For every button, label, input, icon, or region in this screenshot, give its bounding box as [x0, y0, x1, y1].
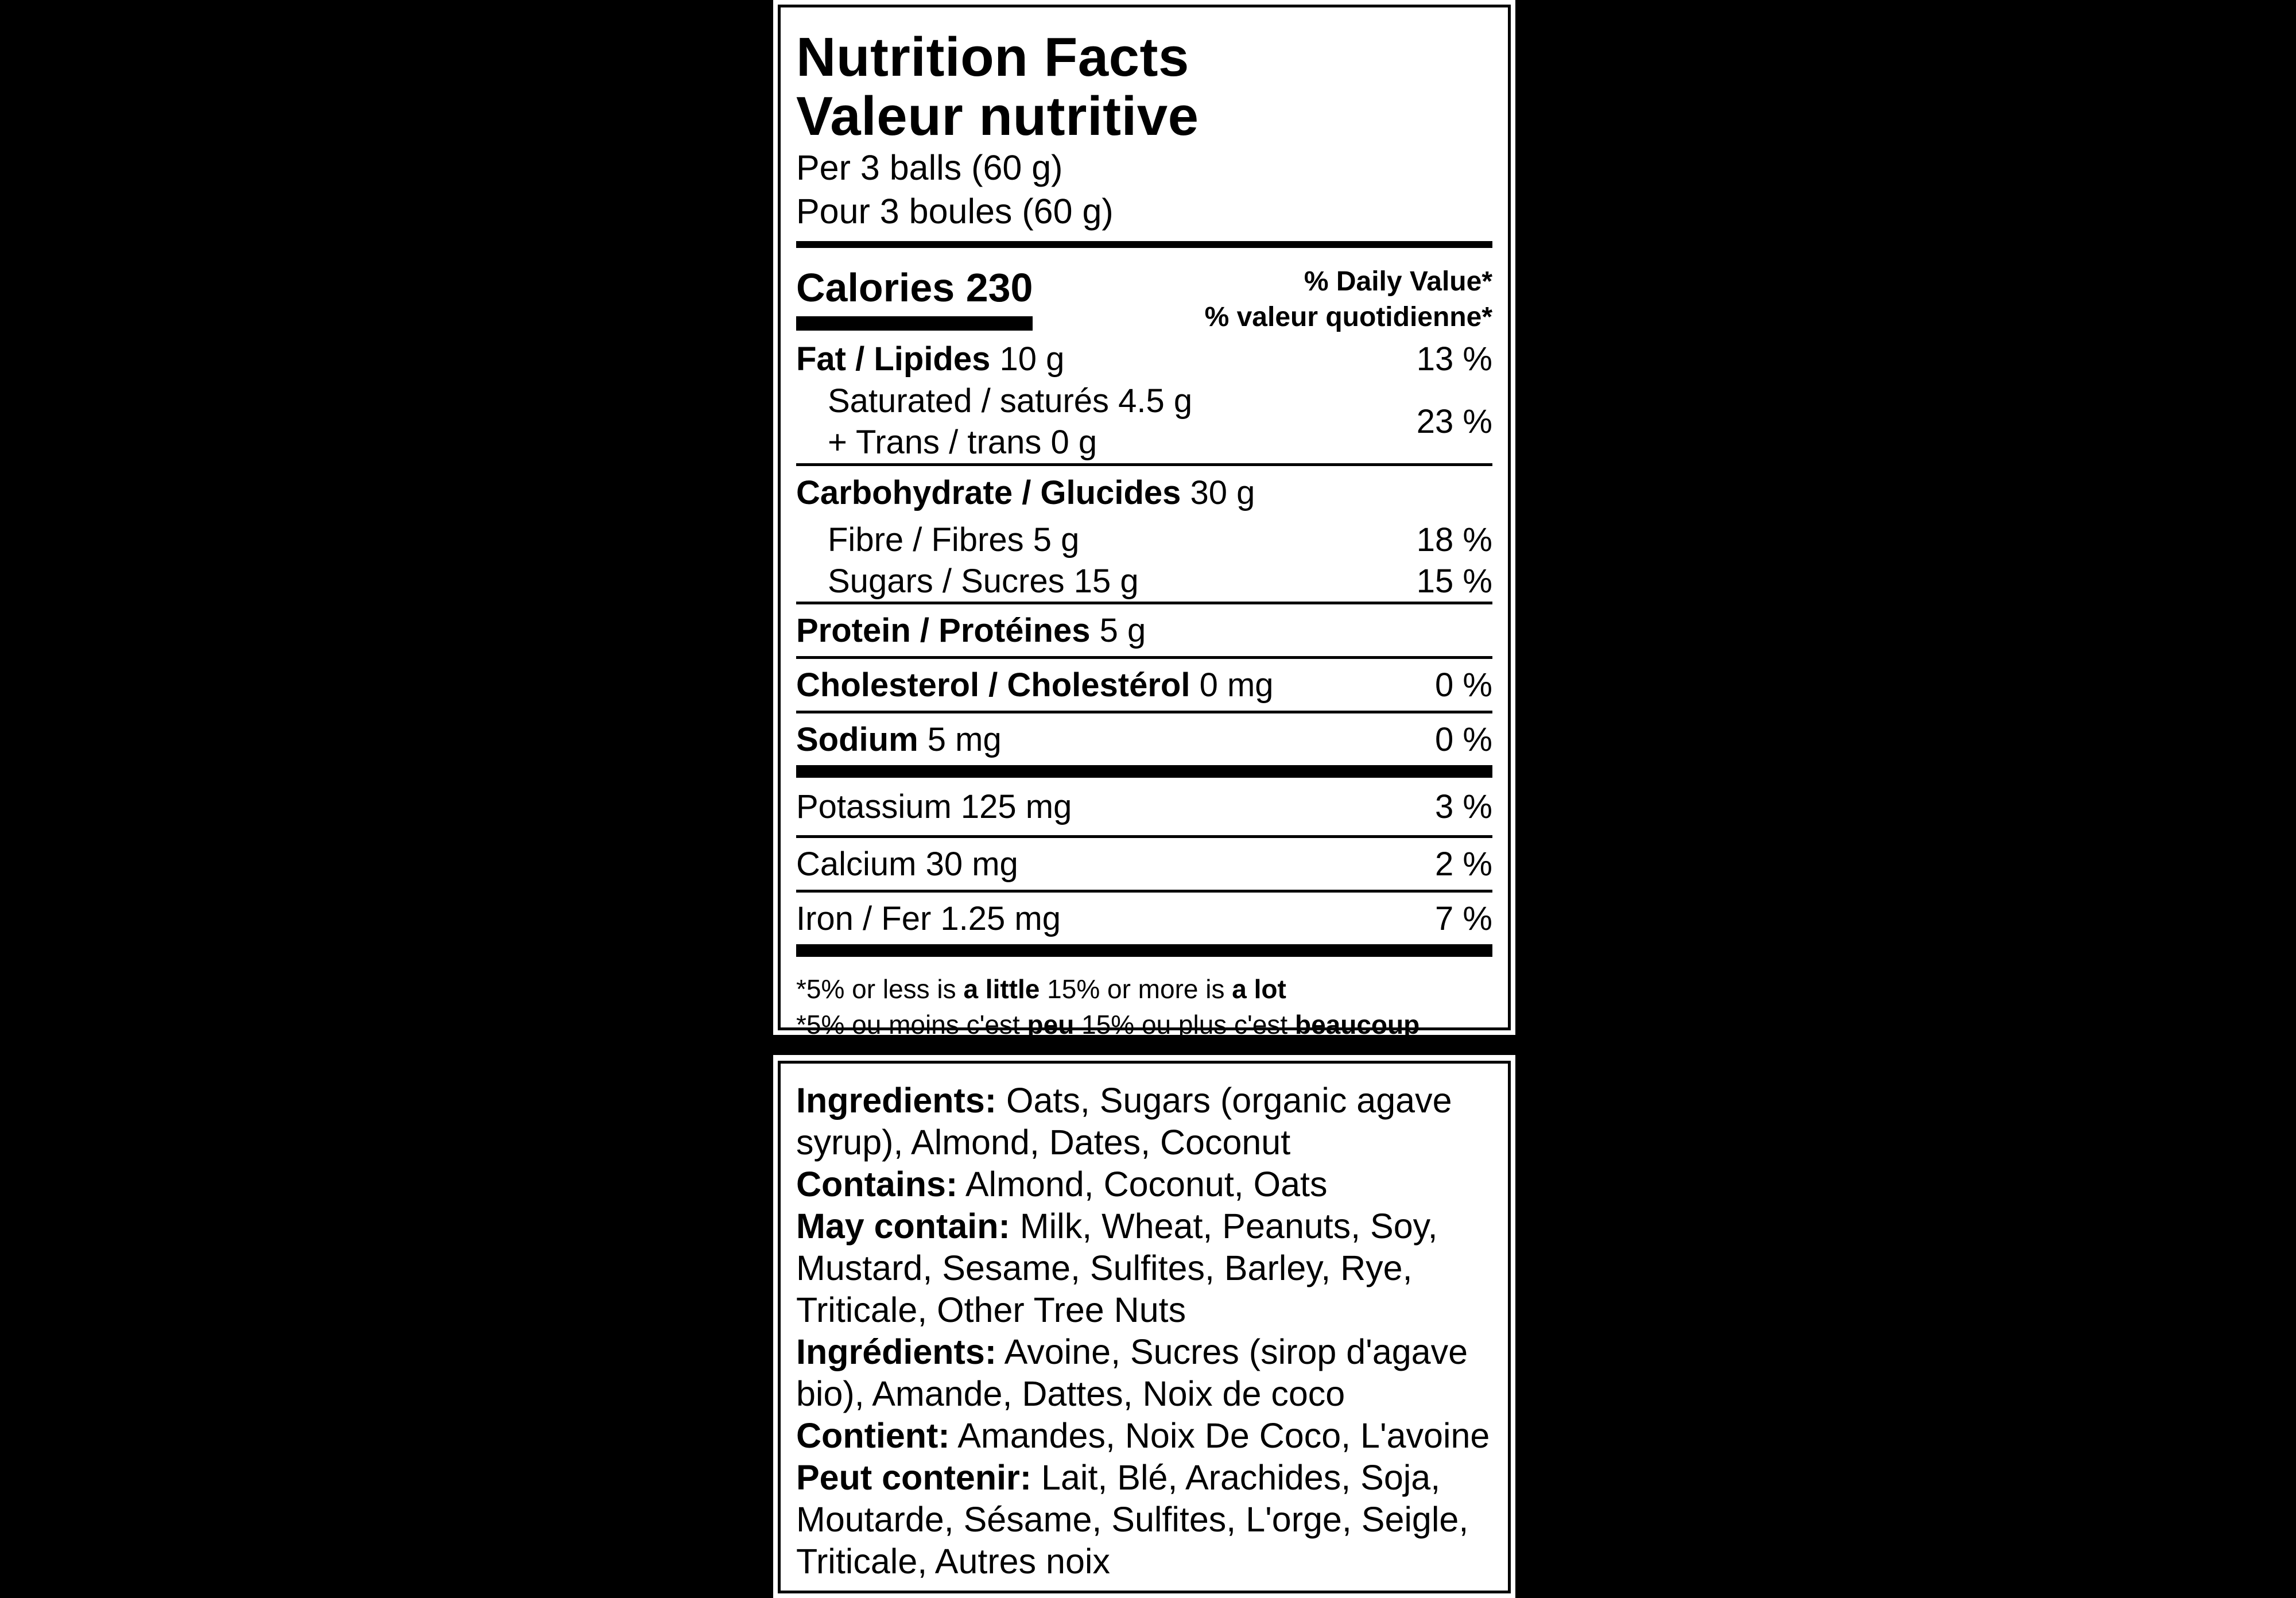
- title-french: Valeur nutritive: [796, 86, 1199, 147]
- rule-top: [796, 241, 1492, 248]
- saturated-text: Saturated / saturés 4.5 g: [828, 382, 1193, 420]
- cholesterol-name: Cholesterol / Cholestérol: [796, 666, 1190, 704]
- title-english: Nutrition Facts: [796, 26, 1189, 88]
- fat-row: [796, 338, 1492, 380]
- ingredient-key: Peut contenir:: [796, 1458, 1032, 1497]
- footnote-text: 15% ou plus c'est: [1074, 1010, 1295, 1040]
- ingredient-key: Contient:: [796, 1416, 950, 1455]
- calories-row: [796, 262, 1492, 338]
- daily-value-english: % Daily Value*: [1304, 266, 1492, 297]
- calcium-percent: 2 %: [1435, 845, 1492, 883]
- sugars-percent: 15 %: [1416, 562, 1492, 600]
- sodium-percent: 0 %: [1435, 720, 1492, 758]
- sat-trans-row: [796, 380, 1492, 463]
- sat-trans-percent: 23 %: [1416, 403, 1492, 440]
- ingredient-text: Avoine, Sucres (sirop d'agave bio), Amande, Dattes, Noix de coco: [796, 1332, 1468, 1413]
- fibre-text: Fibre / Fibres 5 g: [828, 521, 1080, 558]
- cholesterol-percent: 0 %: [1435, 666, 1492, 704]
- ingredients-content: [796, 1080, 1492, 1591]
- sodium-name: Sodium: [796, 720, 918, 758]
- fat-amount: 10 g: [990, 340, 1065, 378]
- trans-text: + Trans / trans 0 g: [828, 423, 1097, 461]
- ingredients-en: [796, 1080, 1492, 1163]
- calories-label: Calories 230: [796, 265, 1033, 310]
- ingredients-panel: [773, 1055, 1515, 1598]
- footnote-english: [796, 971, 1492, 1007]
- footnote-french: [796, 1007, 1492, 1042]
- ingredient-key: Contains:: [796, 1165, 958, 1204]
- sodium-row: [796, 713, 1492, 765]
- ingredients-fr: [796, 1331, 1492, 1415]
- footnote-bold: beaucoup: [1294, 1010, 1420, 1040]
- contains-en: [796, 1163, 1492, 1205]
- ingredient-text: Amandes, Noix De Coco, L'avoine: [949, 1416, 1490, 1455]
- carb-amount: 30 g: [1181, 474, 1255, 511]
- footnote-text: *5% or less is: [796, 974, 964, 1004]
- calories-block: [796, 262, 1033, 331]
- serving-size-french: Pour 3 boules (60 g): [796, 192, 1114, 231]
- sodium-amount: 5 mg: [918, 720, 1002, 758]
- ingredient-key: Ingrédients:: [796, 1332, 997, 1371]
- protein-row: [796, 604, 1492, 656]
- protein-amount: 5 g: [1090, 611, 1146, 649]
- footnote-bold: a little: [963, 974, 1040, 1004]
- ingredients-border: [778, 1061, 1511, 1593]
- ingredient-text: Almond, Coconut, Oats: [957, 1165, 1328, 1204]
- fat-name: Fat / Lipides: [796, 340, 991, 378]
- fibre-percent: 18 %: [1416, 521, 1492, 558]
- iron-percent: 7 %: [1435, 899, 1492, 937]
- calcium-row: [796, 838, 1492, 890]
- calories-underline: [796, 316, 1033, 331]
- footnote-text: 15% or more is: [1040, 974, 1232, 1004]
- footnote-bold: peu: [1027, 1010, 1075, 1040]
- cholesterol-row: [796, 659, 1492, 711]
- footnote-bold: a lot: [1232, 974, 1286, 1004]
- nutrition-facts-content: [796, 7, 1492, 1040]
- contains-fr: [796, 1415, 1492, 1457]
- ingredient-text: Lait, Blé, Arachides, Soja, Moutarde, Sésame, Sulfites, L'orge, Seigle, Triticale, Autres noix: [796, 1458, 1469, 1581]
- fibre-row: [796, 519, 1492, 560]
- daily-value-french: % valeur quotidienne*: [1204, 302, 1492, 332]
- carb-row: [796, 466, 1492, 519]
- nutrition-facts-panel: [773, 0, 1515, 1040]
- potassium-row: [796, 778, 1492, 835]
- ingredient-key: Ingredients:: [796, 1081, 997, 1120]
- protein-name: Protein / Protéines: [796, 611, 1091, 649]
- carb-name: Carbohydrate / Glucides: [796, 474, 1181, 511]
- daily-value-header: [1205, 262, 1492, 335]
- nutrition-facts-border: [778, 5, 1511, 1040]
- may-contain-en: [796, 1205, 1492, 1331]
- fat-percent: 13 %: [1416, 340, 1492, 378]
- serving-size-english: Per 3 balls (60 g): [796, 148, 1063, 187]
- ingredient-key: May contain:: [796, 1207, 1010, 1246]
- calcium-text: Calcium 30 mg: [796, 845, 1018, 883]
- may-contain-fr: [796, 1457, 1492, 1583]
- sugars-text: Sugars / Sucres 15 g: [828, 562, 1139, 600]
- ingredient-text: Oats, Sugars (organic agave syrup), Almond, Dates, Coconut: [796, 1081, 1452, 1162]
- rule-thick: [796, 944, 1492, 957]
- rule-thick: [796, 765, 1492, 778]
- cholesterol-amount: 0 mg: [1190, 666, 1274, 704]
- iron-row: [796, 893, 1492, 944]
- footnote-text: *5% ou moins c'est: [796, 1010, 1027, 1040]
- ingredient-text: Milk, Wheat, Peanuts, Soy, Mustard, Sesame, Sulfites, Barley, Rye, Triticale, Other Tree Nuts: [796, 1207, 1438, 1329]
- sugars-row: [796, 560, 1492, 602]
- iron-text: Iron / Fer 1.25 mg: [796, 899, 1061, 937]
- potassium-text: Potassium 125 mg: [796, 788, 1072, 825]
- potassium-percent: 3 %: [1435, 788, 1492, 825]
